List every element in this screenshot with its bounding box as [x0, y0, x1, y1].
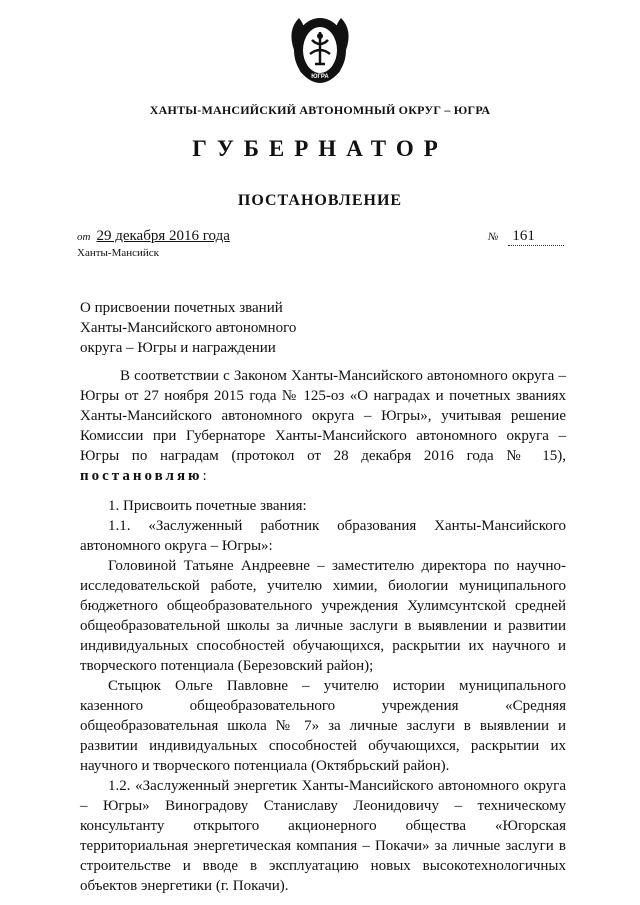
- document-body: [80, 366, 566, 896]
- subject-line: Ханты-Мансийского автономного: [80, 320, 297, 336]
- number-prefix: №: [488, 231, 499, 243]
- subject-line: О присвоении почетных званий: [80, 300, 283, 316]
- document-date: [77, 228, 230, 245]
- document-subject: [80, 298, 360, 358]
- clause-1-1: 1.1. «Заслуженный работник образования Ханты-Мансийского автономного округа – Югры»:: [80, 518, 566, 554]
- preamble-text: В соответствии с Законом Ханты-Мансийского автономного округа – Югры от 27 ноября 2015 года № 125-оз «О наградах и почетных званиях Ханты-Мансийского автономного округа – Югры», учитывая решение Комиссии при Губернаторе Ханты-Мансийского автономного округа – Югры по наградам (протокол от 28 декабря 2016 года № 15),: [80, 368, 566, 464]
- document-number: [488, 228, 564, 246]
- awardee-paragraph: Стыцюк Ольге Павловне – учителю истории муниципального казенного общеобразовательного учреждения «Средняя общеобразовательная школа № 7» за личные заслуги в выявлении и развитии индивидуальных способностей обучающихся, раскрытии их научного и творческого потенциала (Октябрьский район).: [80, 678, 566, 774]
- svg-text:ЮГРА: ЮГРА: [311, 74, 329, 80]
- subject-line: округа – Югры и награждении: [80, 340, 276, 356]
- resolve-colon: :: [202, 468, 207, 484]
- document-city: Ханты-Мансийск: [77, 247, 160, 259]
- coat-of-arms-emblem: [285, 10, 355, 100]
- clause-1-2: 1.2. «Заслуженный энергетик Ханты-Мансийского автономного округа – Югры» Виноградову Станиславу Леонидовичу – техническому консультанту открытого акционерного общества «Югорская территориальная энергетическая компания – Покачи» за личные заслуги в строительстве и вводе в эксплуатацию новых высокотехнологичных объектов энергетики (г. Покачи).: [80, 778, 566, 894]
- resolve-word: постановляю: [80, 468, 203, 484]
- number-value: 161: [508, 228, 564, 246]
- date-prefix: от: [77, 231, 91, 243]
- document-type: ПОСТАНОВЛЕНИЕ: [237, 192, 403, 209]
- preamble-paragraph: [80, 366, 566, 486]
- date-value: 29 декабря 2016 года: [96, 228, 230, 244]
- clause-1: 1. Присвоить почетные звания:: [108, 498, 307, 514]
- governor-title: ГУБЕРНАТОР: [192, 136, 448, 161]
- region-title: ХАНТЫ-МАНСИЙСКИЙ АВТОНОМНЫЙ ОКРУГ – ЮГРА: [149, 103, 491, 117]
- awardee-paragraph: Головиной Татьяне Андреевне – заместителю директора по научно-исследовательской работе, учителю химии, биологии муниципального бюджетного общеобразовательного учреждения Хулимсунтской средней общеобразовательной школы за личные заслуги в выявлении и развитии индивидуальных способностей обучающихся, раскрытии их научного и творческого потенциала (Березовский район);: [80, 558, 566, 674]
